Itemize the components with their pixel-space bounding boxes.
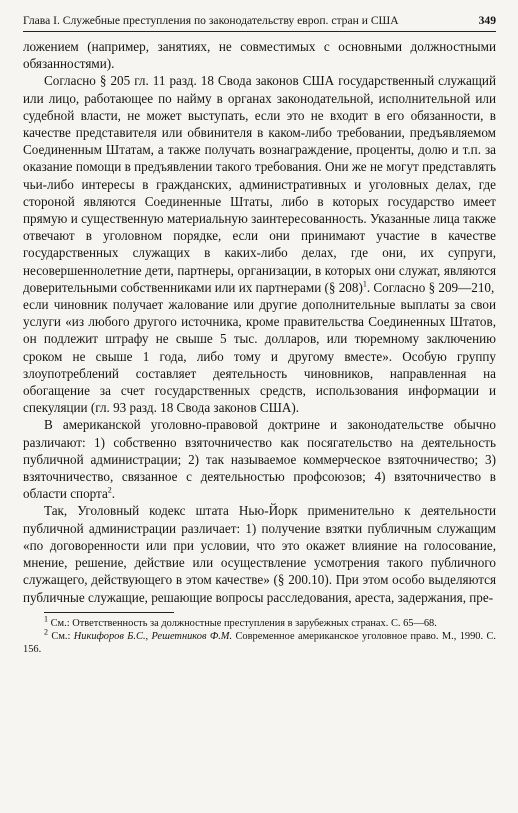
footnote-1 <box>23 614 496 630</box>
footnote-number: 1 <box>44 614 48 624</box>
footnote-text-pre: См.: <box>51 630 74 642</box>
paragraph-text-tail: . <box>111 486 116 502</box>
footnote-divider <box>44 612 174 613</box>
page-number: 349 <box>478 14 496 27</box>
paragraph-text: В американской уголовно-правовой доктрине и законодательстве обычно различают: 1) собственно взяточничество как посягательство на деятельность публичной администрации; 2) так называемое коммерческое взяточничество; 3) взяточничество, связанное с деятельностью профсоюзов; 4) взяточничество в области спорта <box>23 417 496 502</box>
paragraph-continuation: ложением (например, занятиях, не совместимых с основными должностными обязанностями). <box>23 39 496 72</box>
paragraph-text: Согласно § 205 гл. 11 разд. 18 Свода законов США государственный служащий или лицо, работающее по найму в органах законодательной, исполнительной или судебной власти, не может выступать, если это не входит в его обязанности, в качестве представителя или обвинителя в каком-либо требовании, предъявляемом Соединенным Штатам, а также получать вознаграждение, проценты, долю и т.п. за оказание помощи в предъявлении такого требования. Они же не могут представлять чьи-либо интересы в гражданских, административных и уголовных делах, где стороной являются Соединенные Штаты, либо в которых государство имеет прямую и существенную материальную заинтересованность. Указанные лица также отвечают в уголовном порядке, если они принимают участие в качестве государственных служащих в каких-либо делах, где они, их супруги, несовершеннолетние дети, партнеры, организации, в которых они служат, являются доверительными собственниками или их партнерами (§ 208) <box>23 73 496 295</box>
footnote-text: См.: Ответственность за должностные преступления в зарубежных странах. С. 65—68. <box>50 617 437 629</box>
paragraph-doctrine <box>23 416 496 502</box>
footnotes <box>23 614 496 657</box>
running-header <box>23 14 496 32</box>
footnote-text-post: Современное американское уголовное право. М., 1990. С. 156. <box>23 630 496 656</box>
footnote-2 <box>23 627 496 656</box>
paragraph-new-york-code: Так, Уголовный кодекс штата Нью-Йорк применительно к деятельности публичной администрации различает: 1) получение взятки публичным служащим «по договоренности или при условии, что это окажет влияние на голосование, мнение, решение, действие или осуществление усмотрения такого публичного служащего, действующего в этом качестве» (§ 200.10). При этом особо выделяются публичные служащие, решающие вопросы расследования, ареста, задержания, пре- <box>23 503 496 605</box>
paragraph-section-205 <box>23 72 496 296</box>
footnote-authors: Никифоров Б.С., Решетников Ф.М. <box>73 630 233 642</box>
footnote-ref-1: 1 <box>362 279 367 289</box>
paragraph-section-209: если чиновник получает жалование или другие дополнительные выплаты за свои услуги «из любого другого источника, кроме правительства Соединенных Штатов, он подлежит штрафу не свыше 5 тыс. долларов, или тюремному заключению сроком не свыше 1 года, либо тому и другому вместе». Особую группу злоупотреблений составляет деятельность чиновников, направленная на обогащение за счет государственных средств, использования информации и спекуляции (гл. 93 разд. 18 Свода законов США). <box>23 297 496 416</box>
chapter-title: Глава I. Служебные преступления по законодательству европ. стран и США <box>23 14 399 27</box>
paragraph-text-tail: . Согласно § 209—210, <box>366 279 495 295</box>
footnote-number: 2 <box>44 627 48 637</box>
main-text <box>23 38 496 606</box>
footnote-ref-2: 2 <box>107 485 112 495</box>
